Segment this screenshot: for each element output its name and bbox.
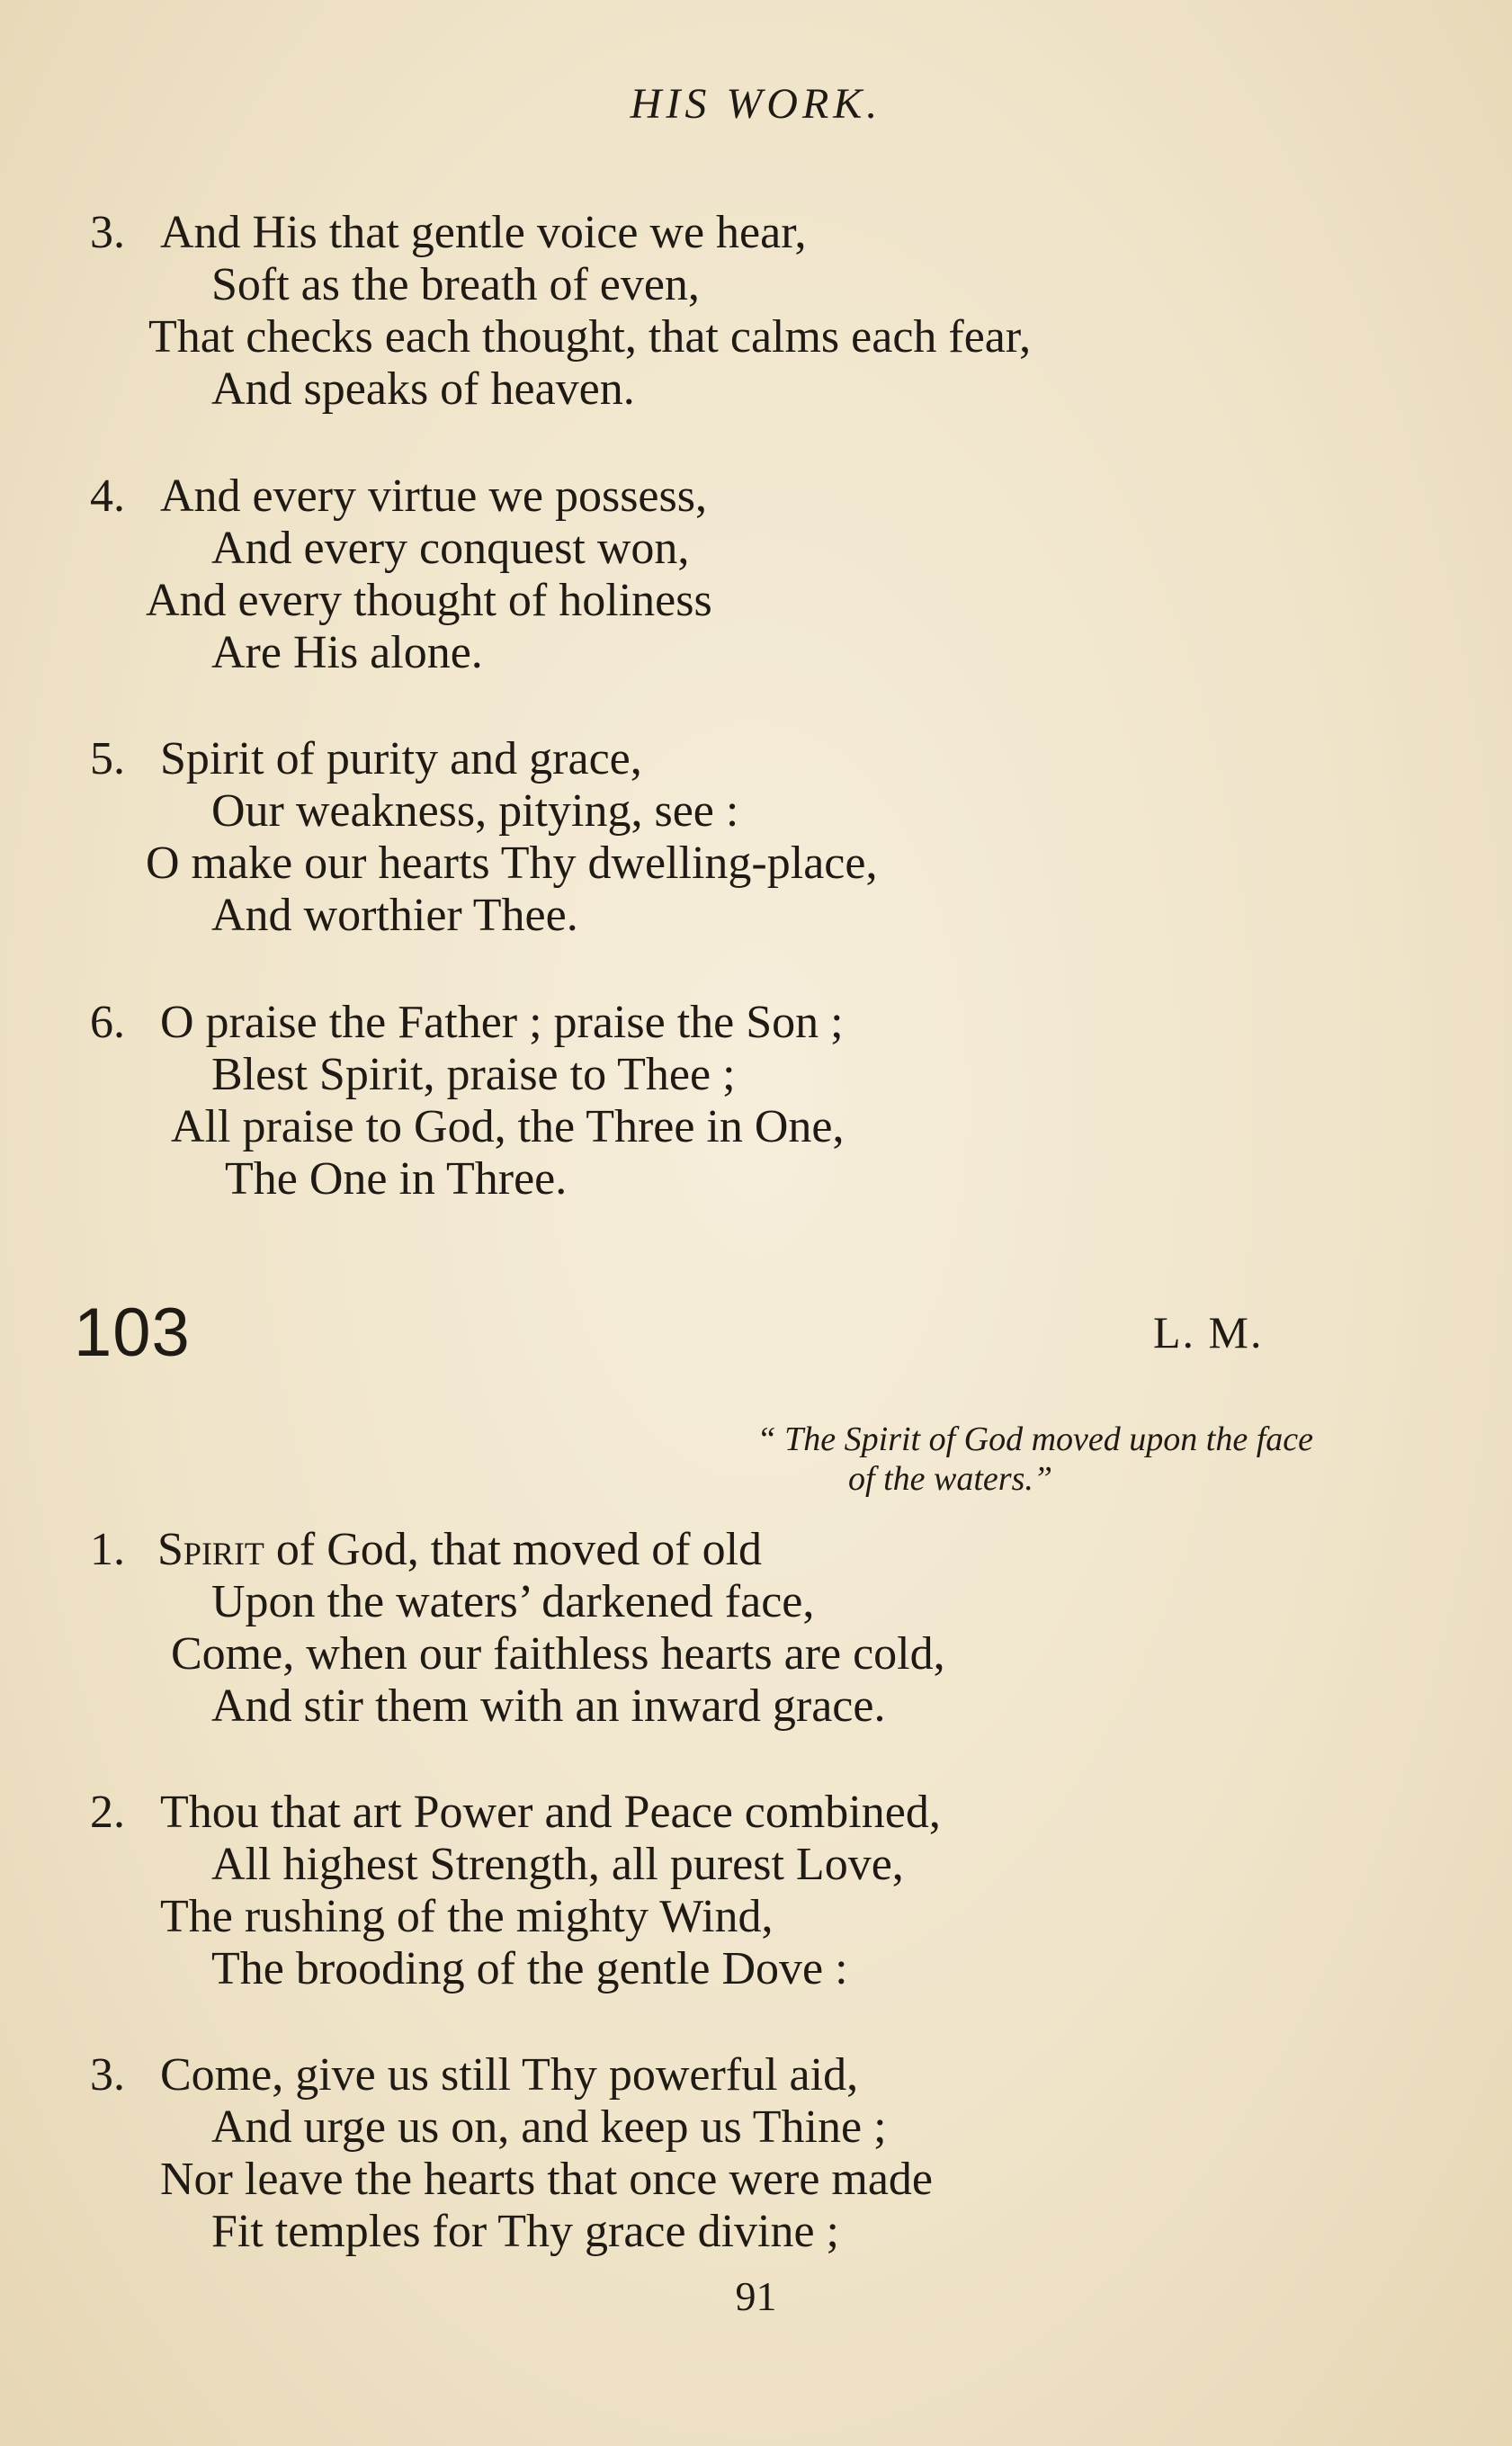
verse-line: Are His alone. [211, 627, 483, 678]
verse-line: O praise the Father ; praise the Son ; [160, 997, 844, 1048]
verse-line: O make our hearts Thy dwelling-place, [146, 838, 878, 889]
verse-line: And stir them with an inward grace. [211, 1680, 886, 1732]
verse-line: Blest Spirit, praise to Thee ; [211, 1049, 736, 1100]
page-number: 91 [735, 2273, 777, 2319]
verse-line [157, 1524, 762, 1576]
verse-line: All praise to God, the Three in One, [171, 1101, 845, 1152]
stanza-number: 3. [90, 207, 125, 258]
verse-line: The brooding of the gentle Dove : [211, 1943, 848, 1994]
running-head: HIS WORK. [630, 80, 882, 128]
verse-line: Fit temples for Thy grace divine ; [211, 2206, 839, 2257]
verse-line: Our weakness, pitying, see : [211, 785, 739, 837]
verse-line: And worthier Thee. [211, 890, 578, 941]
verse-line: And urge us on, and keep us Thine ; [211, 2101, 887, 2153]
verse-line: And speaks of heaven. [211, 363, 635, 415]
verse-line: Soft as the breath of even, [211, 259, 700, 310]
stanza-number: 3. [90, 2049, 125, 2101]
verse-line: And every virtue we possess, [160, 470, 707, 522]
epigraph-line: of the waters.” [848, 1460, 1052, 1498]
hymn-meter: L. M. [1153, 1307, 1264, 1357]
initial-word: Spirit [157, 1524, 264, 1575]
verse-line-rest: of God, that moved of old [264, 1524, 763, 1575]
verse-line: The One in Three. [225, 1153, 568, 1205]
verse-line: Nor leave the hearts that once were made [160, 2154, 934, 2205]
verse-line: All highest Strength, all purest Love, [211, 1839, 904, 1890]
verse-line: And His that gentle voice we hear, [160, 207, 807, 258]
stanza-number: 2. [90, 1787, 125, 1838]
stanza-number: 6. [90, 997, 125, 1048]
epigraph [504, 1420, 1313, 1499]
verse-line: Come, give us still Thy powerful aid, [160, 2049, 859, 2101]
verse-line: Upon the waters’ darkened face, [211, 1576, 815, 1627]
verse-line: The rushing of the mighty Wind, [160, 1891, 774, 1942]
stanza-number: 1. [90, 1524, 125, 1575]
stanza-number: 4. [90, 470, 125, 522]
verse-line: Thou that art Power and Peace combined, [160, 1787, 941, 1838]
verse-line: And every thought of holiness [146, 575, 712, 626]
stanza-number: 5. [90, 733, 125, 784]
verse-line: Come, when our faithless hearts are cold, [171, 1628, 945, 1680]
epigraph-line: “ The Spirit of God moved upon the face [756, 1420, 1313, 1458]
verse-line: Spirit of purity and grace, [160, 733, 642, 784]
hymn-number: 103 [74, 1295, 191, 1371]
verse-line: And every conquest won, [211, 523, 690, 574]
verse-line: That checks each thought, that calms each fear, [148, 311, 1032, 363]
